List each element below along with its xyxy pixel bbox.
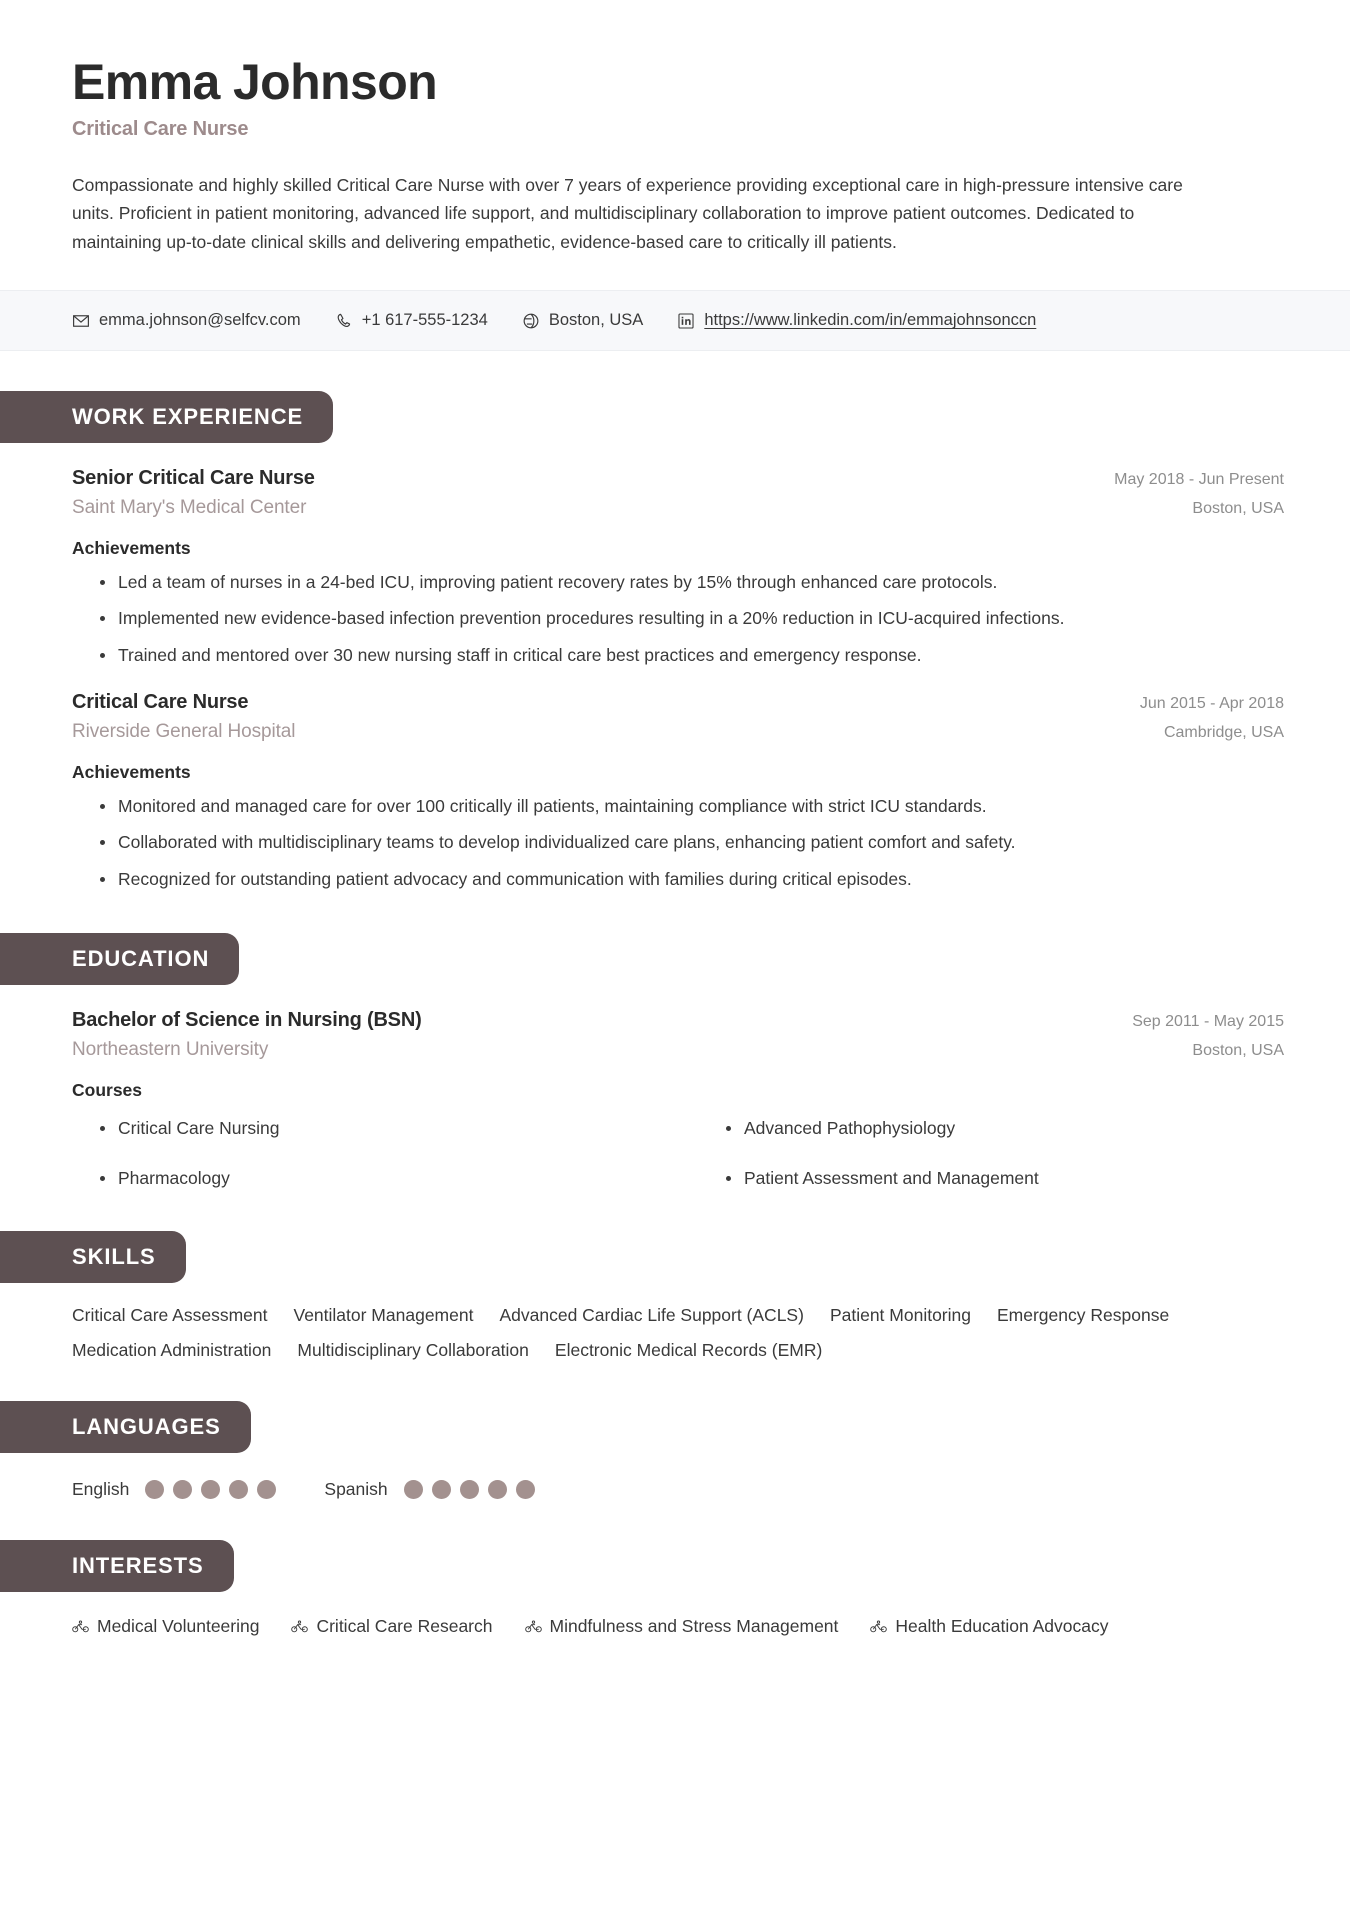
section-interests (0, 1540, 1350, 1637)
skill-item: Advanced Cardiac Life Support (ACLS) (499, 1305, 804, 1326)
section-languages (0, 1401, 1350, 1500)
course-item: Advanced Pathophysiology (698, 1115, 1284, 1141)
interest-label: Medical Volunteering (97, 1616, 260, 1637)
globe-icon (522, 312, 540, 330)
language-item (324, 1479, 534, 1500)
education-entry-subheader (72, 1032, 1284, 1061)
skill-item: Electronic Medical Records (EMR) (554, 1340, 823, 1361)
skill-item: Critical Care Assessment (72, 1305, 268, 1326)
contact-linkedin[interactable] (677, 311, 1036, 330)
level-dot (460, 1480, 479, 1499)
languages-body (0, 1479, 1350, 1500)
work-entry-header (72, 691, 1284, 714)
courses-grid (72, 1115, 1284, 1192)
contact-linkedin-text[interactable]: https://www.linkedin.com/in/emmajohnsonccn (704, 311, 1037, 330)
language-name: English (72, 1479, 130, 1500)
page-title: Emma Johnson (72, 54, 438, 110)
section-heading-education: EDUCATION (0, 933, 239, 985)
education-entry-title: Bachelor of Science in Nursing (BSN) (72, 1008, 422, 1031)
bullet-item: Monitored and managed care for over 100 critically ill patients, maintaining compliance with strict ICU standards. (72, 793, 1284, 820)
work-entry-location: Cambridge, USA (1163, 723, 1284, 741)
contact-email[interactable] (72, 311, 301, 330)
work-entry-subheader (72, 714, 1284, 743)
course-item: Critical Care Nursing (72, 1115, 658, 1141)
section-work-experience (0, 391, 1350, 893)
bullet-item: Trained and mentored over 30 new nursing staff in critical care best practices and emergency response. (72, 642, 1284, 669)
bicycle-icon (291, 1618, 308, 1635)
section-education (0, 933, 1350, 1192)
languages-list (72, 1479, 1284, 1500)
language-level-dots (404, 1480, 535, 1499)
education-entry-dates: Sep 2011 - May 2015 (1132, 1012, 1284, 1030)
level-dot (257, 1480, 276, 1499)
education-entries (0, 1009, 1350, 1192)
skill-item: Ventilator Management (293, 1305, 474, 1326)
interest-item (870, 1616, 1108, 1637)
level-dot (432, 1480, 451, 1499)
language-name: Spanish (324, 1479, 388, 1500)
bullet-item: Led a team of nurses in a 24-bed ICU, improving patient recovery rates by 15% through enhanced care protocols. (72, 569, 1284, 596)
professional-summary: Compassionate and highly skilled Critical Care Nurse with over 7 years of experience providing exceptional care in high-pressure intensive care units. Proficient in patient monitoring, advanced life support, and multidisciplinary collaboration to improve patient outcomes. Dedicated to maintaining up-to-date clinical skills and delivering empathetic, evidence-based care to critically ill patients. (72, 175, 1183, 252)
level-dot (173, 1480, 192, 1499)
skill-item: Medication Administration (72, 1340, 272, 1361)
skills-list (72, 1305, 1284, 1361)
work-entry-bullets (72, 569, 1284, 669)
contact-phone[interactable] (335, 311, 488, 330)
level-dot (516, 1480, 535, 1499)
work-entry-sub-label: Achievements (72, 538, 191, 559)
work-entry-location: Boston, USA (1192, 500, 1284, 518)
education-entry-organization: Northeastern University (72, 1038, 269, 1060)
section-skills (0, 1231, 1350, 1361)
interests-list (72, 1616, 1222, 1637)
contact-phone-text: +1 617-555-1234 (361, 311, 488, 330)
section-heading-skills: SKILLS (0, 1231, 186, 1283)
contact-location[interactable] (522, 311, 643, 330)
interest-item (291, 1616, 492, 1637)
bicycle-icon (870, 1618, 887, 1635)
work-entry-sub-label: Achievements (72, 761, 191, 782)
interests-body (0, 1616, 1350, 1637)
contact-location-text: Boston, USA (548, 311, 644, 330)
course-item: Pharmacology (72, 1165, 658, 1191)
bullet-item: Collaborated with multidisciplinary teams to develop individualized care plans, enhancing patient comfort and safety. (72, 829, 1284, 856)
skills-body (0, 1305, 1350, 1361)
skill-item: Emergency Response (997, 1305, 1170, 1326)
section-heading-languages: LANGUAGES (0, 1401, 251, 1453)
section-heading-interests: INTERESTS (0, 1540, 234, 1592)
work-entry-organization: Riverside General Hospital (72, 720, 296, 742)
level-dot (201, 1480, 220, 1499)
contact-email-text: emma.johnson@selfcv.com (99, 311, 301, 330)
work-entry (72, 467, 1284, 669)
work-entry-bullets (72, 793, 1284, 893)
work-entry-organization: Saint Mary's Medical Center (72, 497, 307, 519)
bicycle-icon (72, 1618, 89, 1635)
interest-item (72, 1616, 259, 1637)
work-entry-title: Critical Care Nurse (72, 690, 249, 713)
skill-item: Patient Monitoring (829, 1305, 971, 1326)
level-dot (229, 1480, 248, 1499)
work-entry (72, 691, 1284, 893)
contact-bar (0, 290, 1350, 351)
resume-header (0, 0, 1350, 290)
education-entry-header (72, 1009, 1284, 1032)
work-entry-subheader (72, 490, 1284, 519)
interest-label: Mindfulness and Stress Management (549, 1616, 839, 1637)
language-level-dots (145, 1480, 276, 1499)
bicycle-icon (525, 1618, 542, 1635)
interest-item (525, 1616, 839, 1637)
work-entries (0, 467, 1350, 893)
interest-label: Health Education Advocacy (895, 1616, 1109, 1637)
level-dot (145, 1480, 164, 1499)
phone-icon (335, 312, 353, 330)
language-item (72, 1479, 276, 1500)
course-item: Patient Assessment and Management (698, 1165, 1284, 1191)
work-entry-title: Senior Critical Care Nurse (72, 467, 315, 490)
professional-title: Critical Care Nurse (72, 118, 249, 140)
bullet-item: Implemented new evidence-based infection prevention procedures resulting in a 20% reduction in ICU-acquired infections. (72, 605, 1284, 632)
section-heading-work: WORK EXPERIENCE (0, 391, 333, 443)
education-entry-location: Boston, USA (1192, 1041, 1284, 1059)
work-entry-dates: May 2018 - Jun Present (1114, 471, 1284, 489)
level-dot (404, 1480, 423, 1499)
bullet-item: Recognized for outstanding patient advocacy and communication with families during critical episodes. (72, 866, 1284, 893)
education-entry (72, 1009, 1284, 1192)
level-dot (488, 1480, 507, 1499)
interest-label: Critical Care Research (316, 1616, 493, 1637)
linkedin-icon (677, 312, 695, 330)
skill-item: Multidisciplinary Collaboration (297, 1340, 529, 1361)
work-entry-header (72, 467, 1284, 490)
work-entry-dates: Jun 2015 - Apr 2018 (1139, 694, 1284, 712)
envelope-icon (72, 312, 90, 330)
education-entry-sub-label: Courses (72, 1079, 143, 1100)
